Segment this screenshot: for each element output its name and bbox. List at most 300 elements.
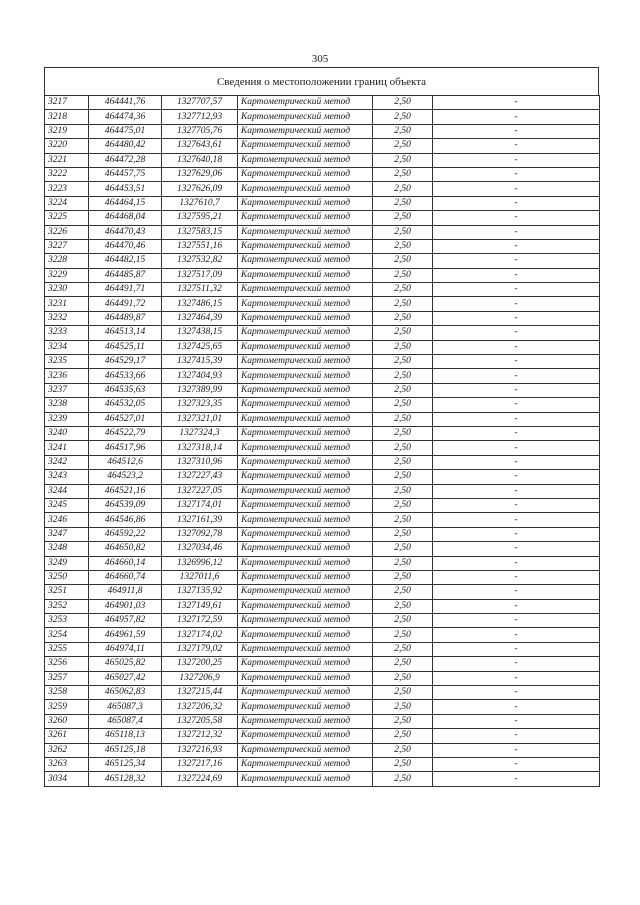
y-coordinate-cell: 1327034,46 bbox=[162, 542, 238, 556]
description-cell: - bbox=[433, 455, 600, 469]
description-cell: - bbox=[433, 383, 600, 397]
x-coordinate-cell: 464441,76 bbox=[89, 96, 162, 110]
accuracy-cell: 2,50 bbox=[373, 383, 433, 397]
description-cell: - bbox=[433, 570, 600, 584]
description-cell: - bbox=[433, 757, 600, 771]
table-row bbox=[45, 628, 600, 642]
table-row bbox=[45, 542, 600, 556]
method-cell: Картометрический метод bbox=[238, 642, 373, 656]
accuracy-cell: 2,50 bbox=[373, 196, 433, 210]
x-coordinate-cell: 464464,15 bbox=[89, 196, 162, 210]
table-row bbox=[45, 326, 600, 340]
point-number-cell: 3237 bbox=[45, 383, 89, 397]
description-cell: - bbox=[433, 139, 600, 153]
x-coordinate-cell: 464489,87 bbox=[89, 311, 162, 325]
accuracy-cell: 2,50 bbox=[373, 426, 433, 440]
method-cell: Картометрический метод bbox=[238, 484, 373, 498]
table-row bbox=[45, 513, 600, 527]
x-coordinate-cell: 464480,42 bbox=[89, 139, 162, 153]
table-row bbox=[45, 657, 600, 671]
y-coordinate-cell: 1327224,69 bbox=[162, 772, 238, 786]
description-cell: - bbox=[433, 599, 600, 613]
x-coordinate-cell: 464535,63 bbox=[89, 383, 162, 397]
table-row bbox=[45, 686, 600, 700]
table-row bbox=[45, 772, 600, 786]
method-cell: Картометрический метод bbox=[238, 254, 373, 268]
accuracy-cell: 2,50 bbox=[373, 239, 433, 253]
point-number-cell: 3034 bbox=[45, 772, 89, 786]
point-number-cell: 3262 bbox=[45, 743, 89, 757]
y-coordinate-cell: 1327011,6 bbox=[162, 570, 238, 584]
description-cell: - bbox=[433, 283, 600, 297]
method-cell: Картометрический метод bbox=[238, 355, 373, 369]
point-number-cell: 3246 bbox=[45, 513, 89, 527]
accuracy-cell: 2,50 bbox=[373, 311, 433, 325]
table-row bbox=[45, 211, 600, 225]
table-row bbox=[45, 714, 600, 728]
point-number-cell: 3250 bbox=[45, 570, 89, 584]
accuracy-cell: 2,50 bbox=[373, 326, 433, 340]
table-row bbox=[45, 297, 600, 311]
table-row bbox=[45, 570, 600, 584]
accuracy-cell: 2,50 bbox=[373, 139, 433, 153]
method-cell: Картометрический метод bbox=[238, 96, 373, 110]
table-row bbox=[45, 743, 600, 757]
point-number-cell: 3261 bbox=[45, 729, 89, 743]
table-row bbox=[45, 614, 600, 628]
x-coordinate-cell: 464522,79 bbox=[89, 426, 162, 440]
accuracy-cell: 2,50 bbox=[373, 124, 433, 138]
method-cell: Картометрический метод bbox=[238, 585, 373, 599]
y-coordinate-cell: 1327610,7 bbox=[162, 196, 238, 210]
table-row bbox=[45, 340, 600, 354]
x-coordinate-cell: 464475,01 bbox=[89, 124, 162, 138]
x-coordinate-cell: 464472,28 bbox=[89, 153, 162, 167]
description-cell: - bbox=[433, 513, 600, 527]
accuracy-cell: 2,50 bbox=[373, 153, 433, 167]
y-coordinate-cell: 1327216,93 bbox=[162, 743, 238, 757]
x-coordinate-cell: 465128,32 bbox=[89, 772, 162, 786]
y-coordinate-cell: 1327318,14 bbox=[162, 441, 238, 455]
x-coordinate-cell: 465125,18 bbox=[89, 743, 162, 757]
point-number-cell: 3257 bbox=[45, 671, 89, 685]
table-row bbox=[45, 599, 600, 613]
table-row bbox=[45, 311, 600, 325]
table-row bbox=[45, 383, 600, 397]
boundary-coordinates-table bbox=[44, 95, 600, 787]
table-row bbox=[45, 239, 600, 253]
y-coordinate-cell: 1327551,16 bbox=[162, 239, 238, 253]
point-number-cell: 3229 bbox=[45, 268, 89, 282]
description-cell: - bbox=[433, 340, 600, 354]
description-cell: - bbox=[433, 729, 600, 743]
method-cell: Картометрический метод bbox=[238, 628, 373, 642]
accuracy-cell: 2,50 bbox=[373, 628, 433, 642]
point-number-cell: 3223 bbox=[45, 182, 89, 196]
method-cell: Картометрический метод bbox=[238, 383, 373, 397]
y-coordinate-cell: 1327404,93 bbox=[162, 369, 238, 383]
method-cell: Картометрический метод bbox=[238, 369, 373, 383]
accuracy-cell: 2,50 bbox=[373, 642, 433, 656]
description-cell: - bbox=[433, 426, 600, 440]
accuracy-cell: 2,50 bbox=[373, 585, 433, 599]
x-coordinate-cell: 464974,11 bbox=[89, 642, 162, 656]
accuracy-cell: 2,50 bbox=[373, 110, 433, 124]
accuracy-cell: 2,50 bbox=[373, 498, 433, 512]
x-coordinate-cell: 464525,11 bbox=[89, 340, 162, 354]
point-number-cell: 3245 bbox=[45, 498, 89, 512]
method-cell: Картометрический метод bbox=[238, 542, 373, 556]
method-cell: Картометрический метод bbox=[238, 182, 373, 196]
method-cell: Картометрический метод bbox=[238, 311, 373, 325]
description-cell: - bbox=[433, 326, 600, 340]
accuracy-cell: 2,50 bbox=[373, 700, 433, 714]
x-coordinate-cell: 465118,13 bbox=[89, 729, 162, 743]
x-coordinate-cell: 464650,82 bbox=[89, 542, 162, 556]
method-cell: Картометрический метод bbox=[238, 124, 373, 138]
method-cell: Картометрический метод bbox=[238, 657, 373, 671]
accuracy-cell: 2,50 bbox=[373, 412, 433, 426]
description-cell: - bbox=[433, 470, 600, 484]
y-coordinate-cell: 1327174,01 bbox=[162, 498, 238, 512]
table-row bbox=[45, 527, 600, 541]
x-coordinate-cell: 464474,36 bbox=[89, 110, 162, 124]
description-cell: - bbox=[433, 96, 600, 110]
method-cell: Картометрический метод bbox=[238, 686, 373, 700]
point-number-cell: 3238 bbox=[45, 398, 89, 412]
accuracy-cell: 2,50 bbox=[373, 686, 433, 700]
page-number: 305 bbox=[311, 53, 329, 65]
point-number-cell: 3249 bbox=[45, 556, 89, 570]
description-cell: - bbox=[433, 239, 600, 253]
accuracy-cell: 2,50 bbox=[373, 182, 433, 196]
x-coordinate-cell: 464532,05 bbox=[89, 398, 162, 412]
point-number-cell: 3239 bbox=[45, 412, 89, 426]
point-number-cell: 3227 bbox=[45, 239, 89, 253]
x-coordinate-cell: 464468,04 bbox=[89, 211, 162, 225]
y-coordinate-cell: 1327640,18 bbox=[162, 153, 238, 167]
method-cell: Картометрический метод bbox=[238, 513, 373, 527]
point-number-cell: 3234 bbox=[45, 340, 89, 354]
x-coordinate-cell: 464470,46 bbox=[89, 239, 162, 253]
description-cell: - bbox=[433, 714, 600, 728]
method-cell: Картометрический метод bbox=[238, 743, 373, 757]
description-cell: - bbox=[433, 167, 600, 181]
description-cell: - bbox=[433, 355, 600, 369]
accuracy-cell: 2,50 bbox=[373, 441, 433, 455]
description-cell: - bbox=[433, 297, 600, 311]
x-coordinate-cell: 464485,87 bbox=[89, 268, 162, 282]
point-number-cell: 3228 bbox=[45, 254, 89, 268]
x-coordinate-cell: 464660,14 bbox=[89, 556, 162, 570]
description-cell: - bbox=[433, 527, 600, 541]
table-row bbox=[45, 283, 600, 297]
table-row bbox=[45, 398, 600, 412]
accuracy-cell: 2,50 bbox=[373, 268, 433, 282]
accuracy-cell: 2,50 bbox=[373, 398, 433, 412]
y-coordinate-cell: 1327583,15 bbox=[162, 225, 238, 239]
point-number-cell: 3226 bbox=[45, 225, 89, 239]
y-coordinate-cell: 1327511,32 bbox=[162, 283, 238, 297]
table-row bbox=[45, 139, 600, 153]
point-number-cell: 3222 bbox=[45, 167, 89, 181]
description-cell: - bbox=[433, 311, 600, 325]
method-cell: Картометрический метод bbox=[238, 326, 373, 340]
point-number-cell: 3243 bbox=[45, 470, 89, 484]
point-number-cell: 3221 bbox=[45, 153, 89, 167]
description-cell: - bbox=[433, 542, 600, 556]
accuracy-cell: 2,50 bbox=[373, 671, 433, 685]
method-cell: Картометрический метод bbox=[238, 614, 373, 628]
table-row bbox=[45, 556, 600, 570]
accuracy-cell: 2,50 bbox=[373, 283, 433, 297]
accuracy-cell: 2,50 bbox=[373, 369, 433, 383]
description-cell: - bbox=[433, 398, 600, 412]
y-coordinate-cell: 1327626,09 bbox=[162, 182, 238, 196]
accuracy-cell: 2,50 bbox=[373, 729, 433, 743]
method-cell: Картометрический метод bbox=[238, 239, 373, 253]
point-number-cell: 3259 bbox=[45, 700, 89, 714]
accuracy-cell: 2,50 bbox=[373, 599, 433, 613]
x-coordinate-cell: 464523,2 bbox=[89, 470, 162, 484]
accuracy-cell: 2,50 bbox=[373, 513, 433, 527]
accuracy-cell: 2,50 bbox=[373, 657, 433, 671]
method-cell: Картометрический метод bbox=[238, 297, 373, 311]
method-cell: Картометрический метод bbox=[238, 412, 373, 426]
table-row bbox=[45, 729, 600, 743]
description-cell: - bbox=[433, 225, 600, 239]
point-number-cell: 3225 bbox=[45, 211, 89, 225]
x-coordinate-cell: 464470,43 bbox=[89, 225, 162, 239]
y-coordinate-cell: 1327092,78 bbox=[162, 527, 238, 541]
method-cell: Картометрический метод bbox=[238, 772, 373, 786]
x-coordinate-cell: 464457,75 bbox=[89, 167, 162, 181]
accuracy-cell: 2,50 bbox=[373, 714, 433, 728]
accuracy-cell: 2,50 bbox=[373, 297, 433, 311]
y-coordinate-cell: 1327217,16 bbox=[162, 757, 238, 771]
y-coordinate-cell: 1327200,25 bbox=[162, 657, 238, 671]
point-number-cell: 3233 bbox=[45, 326, 89, 340]
y-coordinate-cell: 1327161,39 bbox=[162, 513, 238, 527]
x-coordinate-cell: 464453,51 bbox=[89, 182, 162, 196]
description-cell: - bbox=[433, 196, 600, 210]
accuracy-cell: 2,50 bbox=[373, 484, 433, 498]
table-row bbox=[45, 484, 600, 498]
description-cell: - bbox=[433, 700, 600, 714]
point-number-cell: 3218 bbox=[45, 110, 89, 124]
point-number-cell: 3251 bbox=[45, 585, 89, 599]
point-number-cell: 3260 bbox=[45, 714, 89, 728]
y-coordinate-cell: 1327705,76 bbox=[162, 124, 238, 138]
table-row bbox=[45, 182, 600, 196]
description-cell: - bbox=[433, 124, 600, 138]
method-cell: Картометрический метод bbox=[238, 671, 373, 685]
x-coordinate-cell: 464521,16 bbox=[89, 484, 162, 498]
point-number-cell: 3248 bbox=[45, 542, 89, 556]
point-number-cell: 3232 bbox=[45, 311, 89, 325]
x-coordinate-cell: 464491,72 bbox=[89, 297, 162, 311]
description-cell: - bbox=[433, 772, 600, 786]
point-number-cell: 3253 bbox=[45, 614, 89, 628]
method-cell: Картометрический метод bbox=[238, 714, 373, 728]
accuracy-cell: 2,50 bbox=[373, 96, 433, 110]
x-coordinate-cell: 465027,42 bbox=[89, 671, 162, 685]
table-title bbox=[44, 67, 599, 95]
x-coordinate-cell: 465025,82 bbox=[89, 657, 162, 671]
y-coordinate-cell: 1327532,82 bbox=[162, 254, 238, 268]
description-cell: - bbox=[433, 484, 600, 498]
description-cell: - bbox=[433, 441, 600, 455]
y-coordinate-cell: 1327212,32 bbox=[162, 729, 238, 743]
y-coordinate-cell: 1327464,39 bbox=[162, 311, 238, 325]
table-row bbox=[45, 254, 600, 268]
accuracy-cell: 2,50 bbox=[373, 527, 433, 541]
method-cell: Картометрический метод bbox=[238, 700, 373, 714]
table-row bbox=[45, 167, 600, 181]
method-cell: Картометрический метод bbox=[238, 283, 373, 297]
accuracy-cell: 2,50 bbox=[373, 614, 433, 628]
point-number-cell: 3217 bbox=[45, 96, 89, 110]
accuracy-cell: 2,50 bbox=[373, 743, 433, 757]
y-coordinate-cell: 1327415,39 bbox=[162, 355, 238, 369]
x-coordinate-cell: 465087,4 bbox=[89, 714, 162, 728]
x-coordinate-cell: 464517,96 bbox=[89, 441, 162, 455]
point-number-cell: 3258 bbox=[45, 686, 89, 700]
description-cell: - bbox=[433, 412, 600, 426]
x-coordinate-cell: 464961,59 bbox=[89, 628, 162, 642]
x-coordinate-cell: 464539,09 bbox=[89, 498, 162, 512]
x-coordinate-cell: 465087,3 bbox=[89, 700, 162, 714]
table-row bbox=[45, 196, 600, 210]
method-cell: Картометрический метод bbox=[238, 398, 373, 412]
x-coordinate-cell: 464901,03 bbox=[89, 599, 162, 613]
description-cell: - bbox=[433, 614, 600, 628]
point-number-cell: 3242 bbox=[45, 455, 89, 469]
method-cell: Картометрический метод bbox=[238, 340, 373, 354]
method-cell: Картометрический метод bbox=[238, 426, 373, 440]
method-cell: Картометрический метод bbox=[238, 556, 373, 570]
y-coordinate-cell: 1327438,15 bbox=[162, 326, 238, 340]
y-coordinate-cell: 1327149,61 bbox=[162, 599, 238, 613]
y-coordinate-cell: 1327215,44 bbox=[162, 686, 238, 700]
y-coordinate-cell: 1327389,99 bbox=[162, 383, 238, 397]
description-cell: - bbox=[433, 657, 600, 671]
point-number-cell: 3230 bbox=[45, 283, 89, 297]
x-coordinate-cell: 464546,86 bbox=[89, 513, 162, 527]
y-coordinate-cell: 1327135,92 bbox=[162, 585, 238, 599]
accuracy-cell: 2,50 bbox=[373, 570, 433, 584]
x-coordinate-cell: 464592,22 bbox=[89, 527, 162, 541]
table-row bbox=[45, 642, 600, 656]
point-number-cell: 3263 bbox=[45, 757, 89, 771]
method-cell: Картометрический метод bbox=[238, 470, 373, 484]
point-number-cell: 3244 bbox=[45, 484, 89, 498]
method-cell: Картометрический метод bbox=[238, 225, 373, 239]
table-row bbox=[45, 441, 600, 455]
method-cell: Картометрический метод bbox=[238, 729, 373, 743]
method-cell: Картометрический метод bbox=[238, 153, 373, 167]
y-coordinate-cell: 1327629,06 bbox=[162, 167, 238, 181]
table-row bbox=[45, 757, 600, 771]
point-number-cell: 3252 bbox=[45, 599, 89, 613]
table-row bbox=[45, 498, 600, 512]
description-cell: - bbox=[433, 254, 600, 268]
x-coordinate-cell: 464482,15 bbox=[89, 254, 162, 268]
table-row bbox=[45, 426, 600, 440]
table-row bbox=[45, 455, 600, 469]
method-cell: Картометрический метод bbox=[238, 196, 373, 210]
y-coordinate-cell: 1327206,32 bbox=[162, 700, 238, 714]
description-cell: - bbox=[433, 110, 600, 124]
point-number-cell: 3236 bbox=[45, 369, 89, 383]
x-coordinate-cell: 464957,82 bbox=[89, 614, 162, 628]
description-cell: - bbox=[433, 585, 600, 599]
description-cell: - bbox=[433, 642, 600, 656]
accuracy-cell: 2,50 bbox=[373, 455, 433, 469]
accuracy-cell: 2,50 bbox=[373, 167, 433, 181]
table-row bbox=[45, 470, 600, 484]
y-coordinate-cell: 1327321,01 bbox=[162, 412, 238, 426]
y-coordinate-cell: 1327425,65 bbox=[162, 340, 238, 354]
table-title-text: Сведения о местоположении границ объекта bbox=[216, 75, 427, 88]
method-cell: Картометрический метод bbox=[238, 167, 373, 181]
description-cell: - bbox=[433, 369, 600, 383]
method-cell: Картометрический метод bbox=[238, 211, 373, 225]
table-row bbox=[45, 355, 600, 369]
x-coordinate-cell: 464660,74 bbox=[89, 570, 162, 584]
table-row bbox=[45, 96, 600, 110]
point-number-cell: 3231 bbox=[45, 297, 89, 311]
table-row bbox=[45, 110, 600, 124]
description-cell: - bbox=[433, 182, 600, 196]
point-number-cell: 3240 bbox=[45, 426, 89, 440]
y-coordinate-cell: 1327227,05 bbox=[162, 484, 238, 498]
x-coordinate-cell: 464911,8 bbox=[89, 585, 162, 599]
description-cell: - bbox=[433, 211, 600, 225]
x-coordinate-cell: 465062,83 bbox=[89, 686, 162, 700]
x-coordinate-cell: 464527,01 bbox=[89, 412, 162, 426]
table-row bbox=[45, 700, 600, 714]
y-coordinate-cell: 1327227,43 bbox=[162, 470, 238, 484]
point-number-cell: 3255 bbox=[45, 642, 89, 656]
method-cell: Картометрический метод bbox=[238, 441, 373, 455]
y-coordinate-cell: 1327707,57 bbox=[162, 96, 238, 110]
y-coordinate-cell: 1327310,96 bbox=[162, 455, 238, 469]
x-coordinate-cell: 464513,14 bbox=[89, 326, 162, 340]
method-cell: Картометрический метод bbox=[238, 757, 373, 771]
accuracy-cell: 2,50 bbox=[373, 757, 433, 771]
y-coordinate-cell: 1327206,9 bbox=[162, 671, 238, 685]
description-cell: - bbox=[433, 153, 600, 167]
y-coordinate-cell: 1327712,93 bbox=[162, 110, 238, 124]
point-number-cell: 3220 bbox=[45, 139, 89, 153]
method-cell: Картометрический метод bbox=[238, 110, 373, 124]
accuracy-cell: 2,50 bbox=[373, 254, 433, 268]
method-cell: Картометрический метод bbox=[238, 498, 373, 512]
point-number-cell: 3219 bbox=[45, 124, 89, 138]
point-number-cell: 3235 bbox=[45, 355, 89, 369]
description-cell: - bbox=[433, 628, 600, 642]
x-coordinate-cell: 464491,71 bbox=[89, 283, 162, 297]
table-row bbox=[45, 268, 600, 282]
x-coordinate-cell: 464512,6 bbox=[89, 455, 162, 469]
point-number-cell: 3224 bbox=[45, 196, 89, 210]
y-coordinate-cell: 1327517,09 bbox=[162, 268, 238, 282]
description-cell: - bbox=[433, 686, 600, 700]
y-coordinate-cell: 1327172,59 bbox=[162, 614, 238, 628]
table-row bbox=[45, 369, 600, 383]
point-number-cell: 3256 bbox=[45, 657, 89, 671]
